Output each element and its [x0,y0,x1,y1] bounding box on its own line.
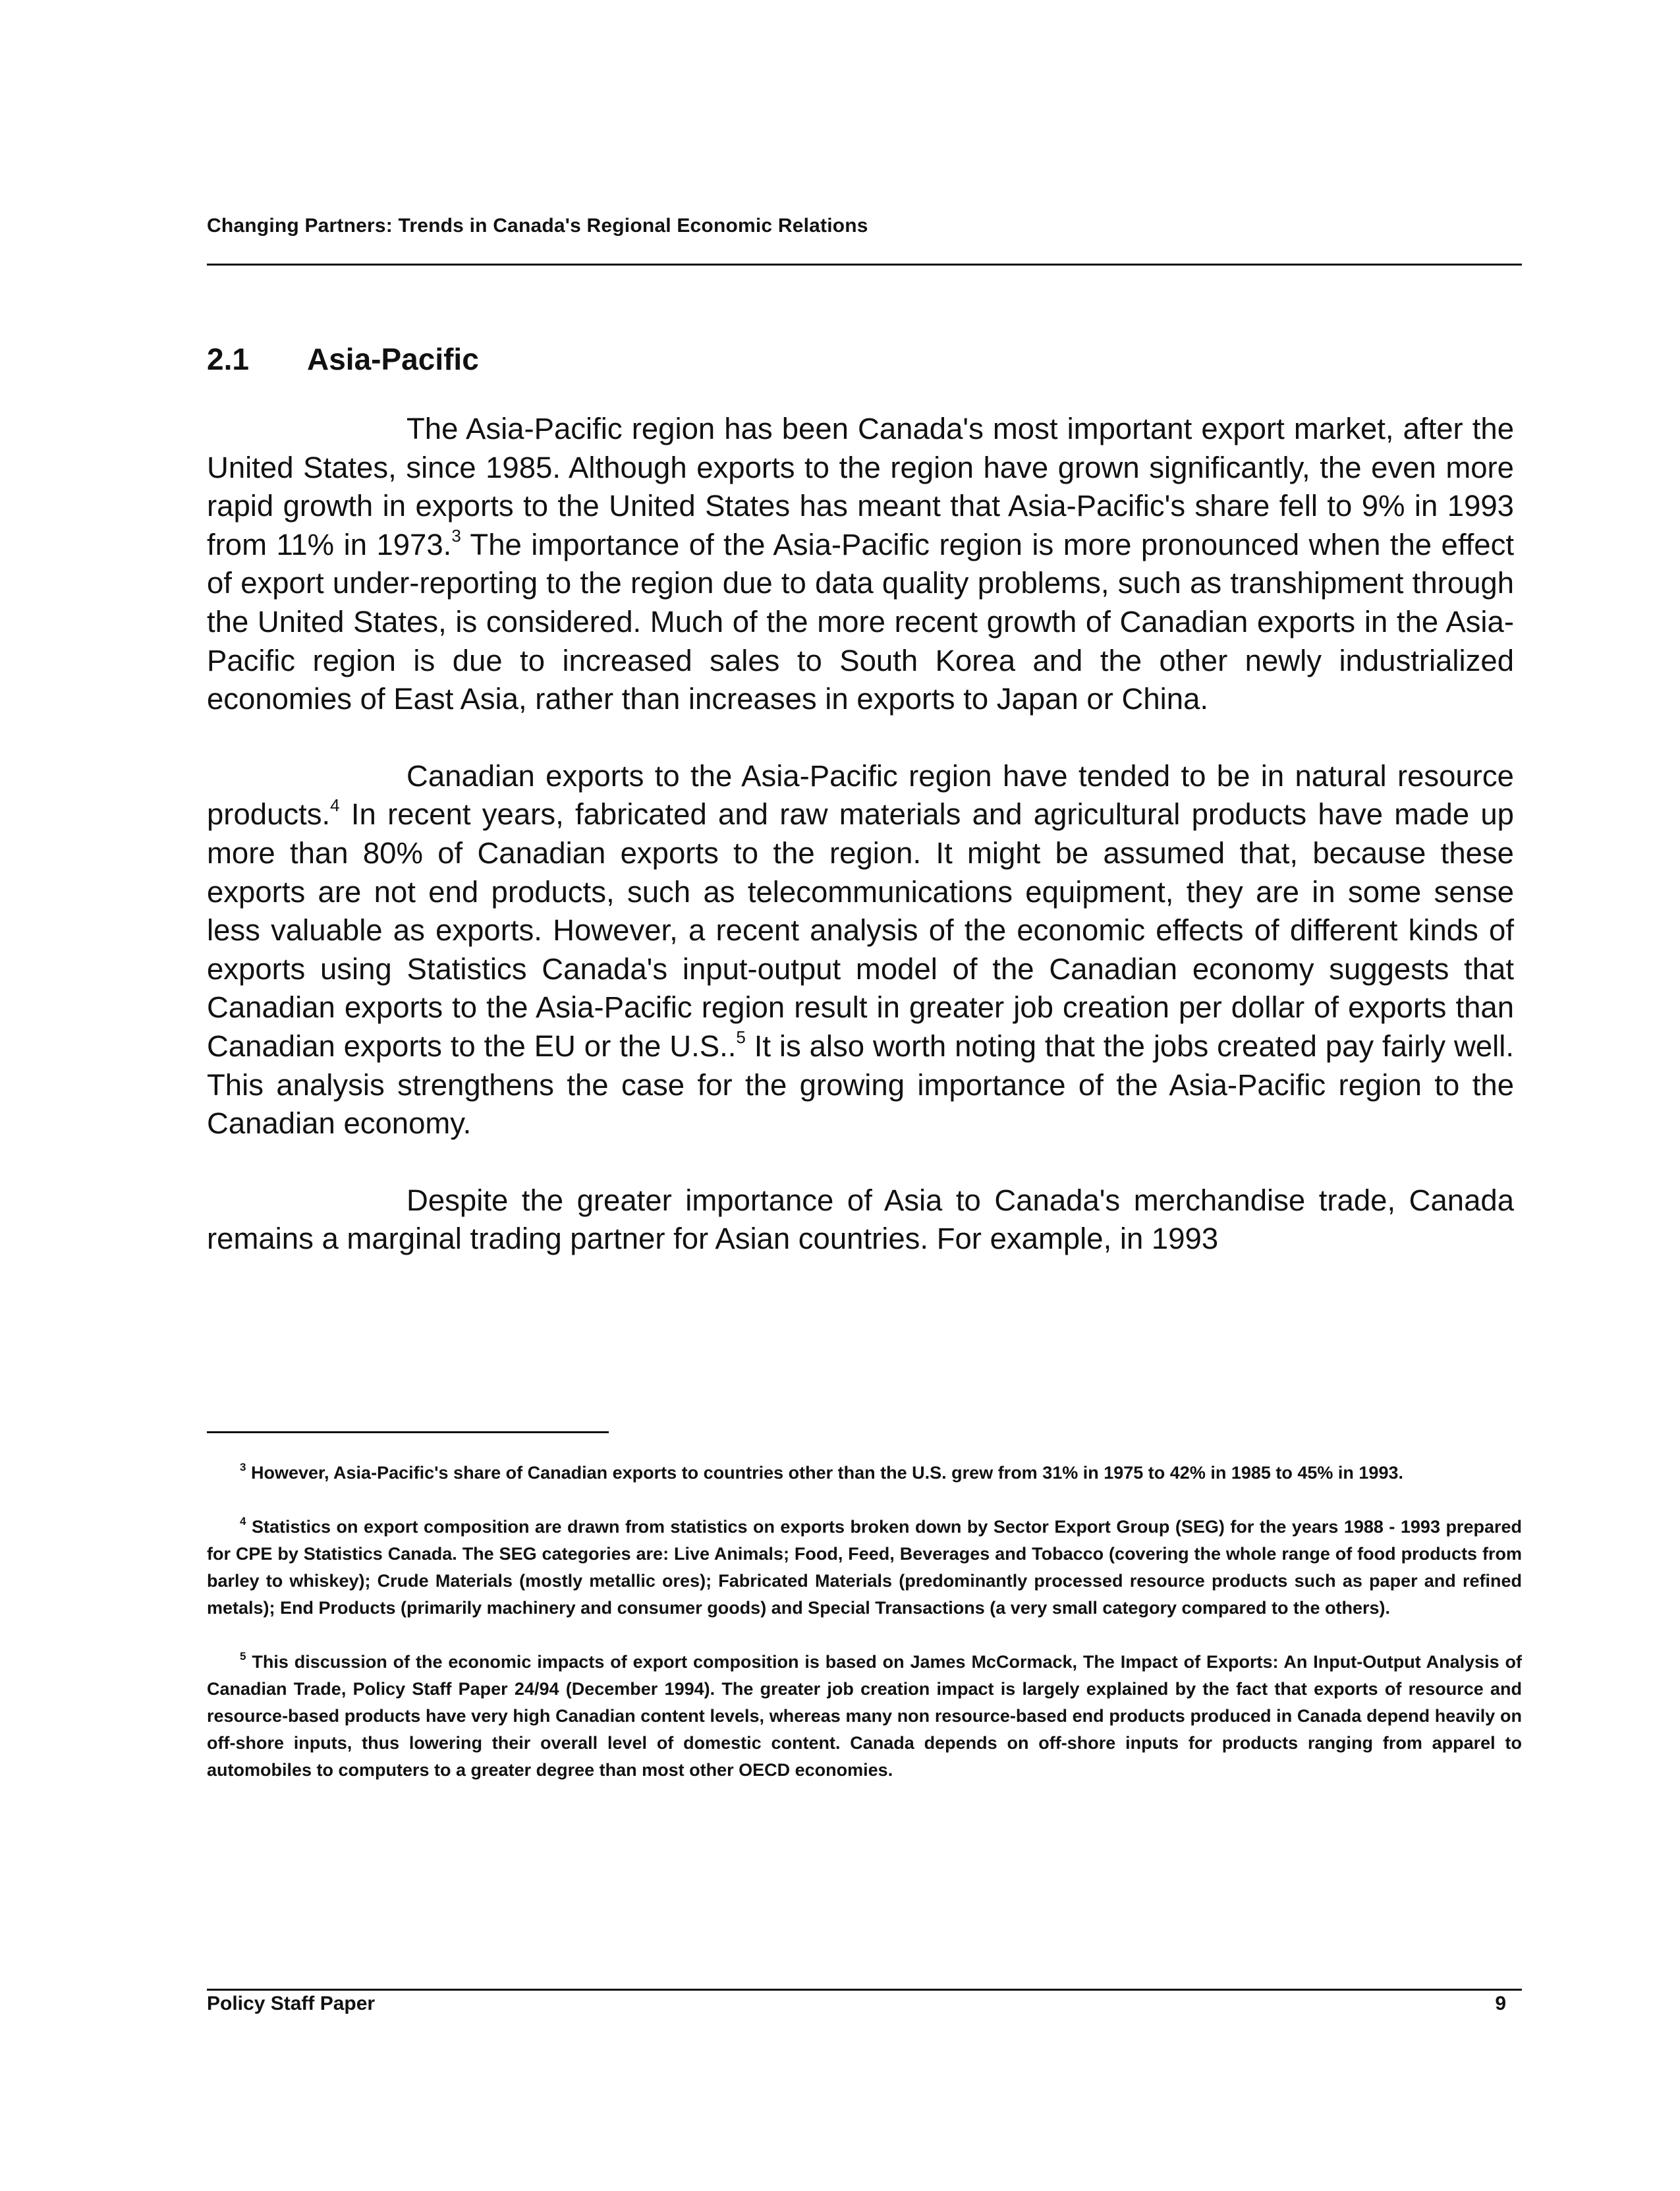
footnote-text: This discussion of the economic impacts of export composition is based on James McCormack, [252,1652,1083,1672]
document-page [207,0,1522,2191]
cited-title: The Impact of Exports: An Input-Output Analysis of Canadian Trade [207,1652,1522,1699]
footnote-text: Statistics on export composition are drawn from statistics on exports broken down by Sector Export Group (SEG) for the years 1988 - 1993 prepared for CPE by Statistics Canada. The SEG categories are: Live Animals; Food, Feed, Beverages and Tobacco (covering the whole range of food products from barley to whiskey); Crude Materials (mostly metallic ores); Fabricated Materials (predominantly processed resource products such as paper and refined metals); End Products (primarily machinery and consumer goods) and Special Transactions (a very small category compared to the others). [207,1517,1522,1618]
footnote [207,1514,1522,1622]
footnote [207,1649,1522,1784]
footer-rule [207,1989,1522,1991]
paragraph-text: Canadian exports to the Asia-Pacific region have tended to be in natural resource products. [207,758,1514,832]
footnotes [207,1460,1522,1811]
paragraph [207,1181,1514,1259]
footer-label: Policy Staff Paper [207,1993,376,2014]
section-number: 2.1 [207,342,249,376]
footnote-number: 5 [240,1650,246,1663]
paragraph [207,410,1514,719]
footnote-number: 3 [240,1461,246,1473]
paragraph-text: The Asia-Pacific region has been Canada's most important export market, after the United States, since 1985. Although exports to the region have grown significantly, the even more rapid growth in exports to the United States has meant that Asia-Pacific's share fell to 9% in 1993 from 11% in 1973. [207,412,1514,561]
footnote-number: 4 [240,1515,246,1527]
running-header: Changing Partners: Trends in Canada's Regional Economic Relations [207,215,868,237]
section-title: Asia-Pacific [307,342,479,376]
paragraph-text: The importance of the Asia-Pacific region is more pronounced when the effect of export under-reporting to the region due to data quality problems, such as transhipment through the United States, is considered. Much of the more recent growth of Canadian exports in the Asia-Pacific region is due to increased sales to South Korea and the other newly industrialized economies of East Asia, rather than increases in exports to Japan or China. [207,527,1514,716]
paragraph [207,757,1514,1143]
footnote-text: However, Asia-Pacific's share of Canadian exports to countries other than the U.S. grew from 31% in 1975 to 42% in 1985 to 45% in 1993. [250,1463,1403,1483]
body-text [207,410,1514,1259]
running-footer [207,1993,1522,2015]
paragraph-text: Despite the greater importance of Asia to Canada's merchandise trade, Canada remains a marginal trading partner for Asian countries. For example, in 1993 [207,1183,1514,1256]
footnote-ref[interactable]: 5 [736,1027,746,1047]
section-heading [207,341,479,377]
footnote-separator [207,1431,609,1433]
paragraph-text: It is also worth noting that the jobs created pay fairly well. This analysis strengthens the case for the growing importance of the Asia-Pacific region to the Canadian economy. [207,1029,1514,1141]
header-rule [207,264,1522,266]
paragraph-text: In recent years, fabricated and raw materials and agricultural products have made up more than 80% of Canadian exports to the region. It might be assumed that, because these exports are not end products, such as telecommunications equipment, they are in some sense less valuable as exports. However, a recent analysis of the economic effects of different kinds of exports using Statistics Canada's input-output model of the Canadian economy suggests that Canadian exports to the Asia-Pacific region result in greater job creation per dollar of exports than Canadian exports to the EU or the U.S.. [207,797,1514,1063]
footnote-ref[interactable]: 3 [451,525,461,546]
footnote-ref[interactable]: 4 [330,795,340,816]
footnote [207,1460,1522,1487]
page-number: 9 [1495,1993,1506,2014]
footnote-text: , Policy Staff Paper 24/94 (December 1994). The greater job creation impact is largely explained by the fact that exports of resource and resource-based products have very high Canadian content levels, whereas many non resource-based end products produced in Canada depend heavily on off-shore inputs, thus lowering their overall level of domestic content. Canada depends on off-shore inputs for products ranging from apparel to automobiles to computers to a greater degree than most other OECD economies. [207,1679,1522,1780]
